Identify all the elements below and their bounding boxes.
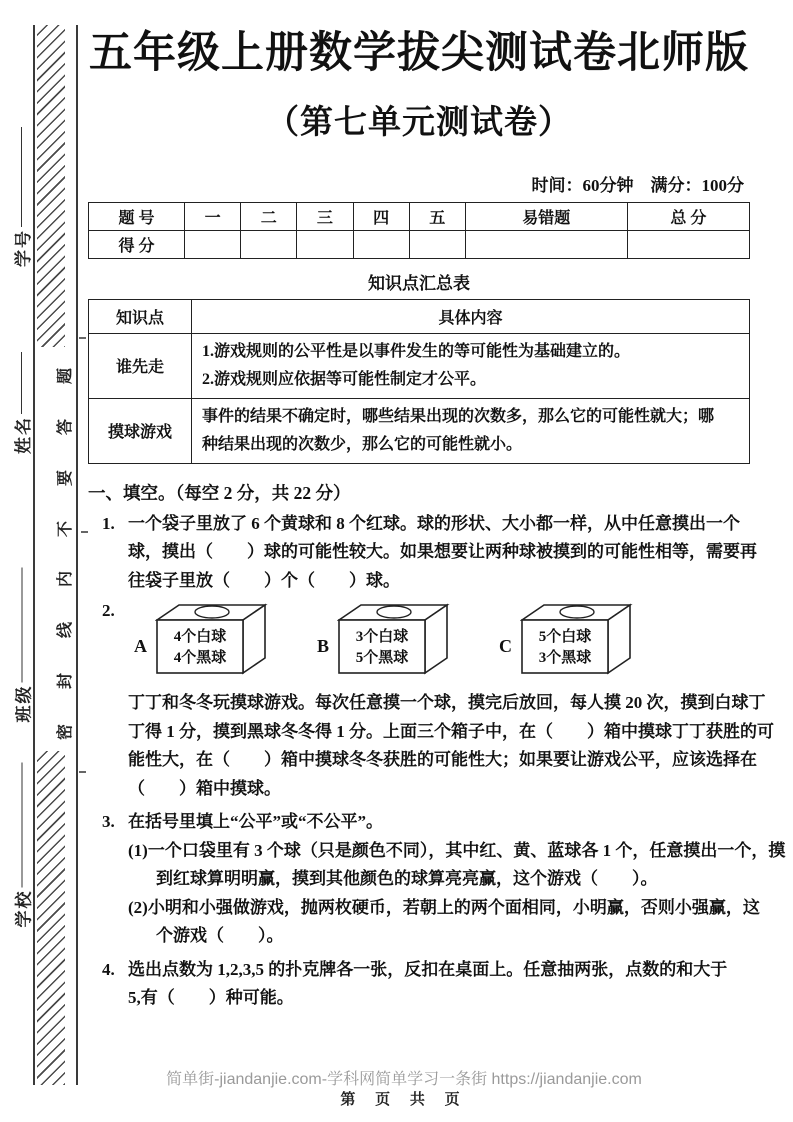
- question-2-text: [88, 689, 774, 803]
- ball-box-c: [499, 602, 638, 676]
- question-number: 2.: [102, 601, 115, 621]
- knowledge-col1-header: 知识点: [89, 299, 192, 333]
- knowledge-content-line: 事件的结果不确定时，哪些结果出现的次数多，那么它的可能性就大；哪: [202, 407, 715, 425]
- fold-mark: [79, 771, 86, 773]
- question-line: 能性大，在（ ）箱中摸球冬冬获胜的可能性大；如果要让游戏公平，应该选择在: [128, 750, 757, 770]
- ball-box-a: [134, 602, 273, 676]
- main-content: [88, 0, 786, 1013]
- knowledge-table: [88, 299, 750, 464]
- school-blank-line: [21, 763, 23, 888]
- question-line: (2)小明和小强做游戏，抛两枚硬币，若朝上的两个面相同，小明赢，否则小强赢，这: [128, 897, 760, 917]
- box-text-line: 3个黑球: [538, 650, 592, 667]
- score-empty-cell: [297, 230, 353, 258]
- seal-char: 不: [56, 520, 74, 537]
- score-empty-cell: [353, 230, 409, 258]
- knowledge-content-line: 1.游戏规则的公平性是以事件发生的等可能性为基础建立的。: [202, 342, 631, 360]
- seal-char: 线: [56, 622, 74, 639]
- box-text-line: 5个白球: [538, 629, 592, 646]
- knowledge-table-caption: 知识点汇总表: [368, 273, 470, 293]
- ball-box-drawing: [337, 602, 455, 676]
- time-and-score-info: 时间：60分钟 满分：100分: [531, 175, 744, 195]
- question-line: 5,有（ ）种可能。: [128, 988, 294, 1008]
- knowledge-term: 谁先走: [89, 333, 192, 398]
- question-line: （ ）箱中摸球。: [128, 778, 281, 798]
- question-line: 往袋子里放（ ）个（ ）球。: [128, 570, 400, 590]
- knowledge-row: [89, 398, 750, 463]
- knowledge-content: [192, 398, 750, 463]
- question-number: 1.: [102, 513, 115, 533]
- seal-hatch-top: [37, 25, 65, 347]
- question-line: 球，摸出（ ）球的可能性较大。如果想要让两种球被摸到的可能性相等，需要再: [128, 542, 757, 562]
- score-empty-cell: [627, 230, 749, 258]
- question-line: 个游戏（ ）。: [156, 926, 284, 946]
- question-line: 4. 选出点数为 1,2,3,5 的扑克牌各一张，反扣在桌面上。任意抽两张，点数的和大于: [128, 956, 750, 985]
- box-label: C: [499, 635, 513, 656]
- score-header-cell: 三: [297, 202, 353, 230]
- knowledge-content: [192, 333, 750, 398]
- knowledge-term: 摸球游戏: [89, 398, 192, 463]
- seal-char: 密: [56, 723, 74, 740]
- page-number: 第 页 共 页: [340, 1092, 468, 1108]
- ball-box-b: [317, 602, 455, 676]
- ball-box-drawing: [155, 602, 273, 676]
- box-label: A: [134, 635, 147, 656]
- box-hole: [195, 606, 229, 618]
- page-title: 五年级上册数学拔尖测试卷北师版: [89, 30, 749, 77]
- box-hole: [560, 606, 594, 618]
- question-line: 1. 一个袋子里放了 6 个黄球和 8 个红球。球的形状、大小都一样，从中任意摸出一个: [128, 510, 750, 539]
- score-table-score-row: [89, 230, 750, 258]
- seal-hatch-bottom: [37, 751, 65, 1085]
- student-name-label: 姓名: [8, 350, 34, 454]
- box-text-line: 3个白球: [355, 629, 409, 646]
- score-header-cell: 总 分: [627, 202, 749, 230]
- score-row-label: 得 分: [89, 230, 185, 258]
- score-table: [88, 202, 750, 259]
- score-empty-cell: [185, 230, 241, 258]
- box-text-line: 4个白球: [173, 629, 227, 646]
- class-label: 班级: [9, 568, 35, 723]
- seal-char: 答: [56, 418, 74, 435]
- ball-box-drawing: [520, 602, 638, 676]
- fold-mark: [81, 531, 88, 533]
- question-number: 3.: [102, 812, 115, 832]
- seal-char: 封: [56, 673, 74, 690]
- seal-text-do-not-answer: [55, 368, 77, 740]
- score-header-cell: 二: [241, 202, 297, 230]
- page-subtitle: （第七单元测试卷）: [266, 104, 572, 141]
- score-header-cell: 一: [185, 202, 241, 230]
- knowledge-row: [89, 333, 750, 398]
- question-4: [88, 956, 750, 1013]
- school-label: 学校: [9, 763, 35, 928]
- question-3: [88, 808, 786, 951]
- knowledge-header-row: [89, 299, 750, 333]
- score-table-header-row: [89, 202, 750, 230]
- question-line: 丁得 1 分，摸到黑球冬冬得 1 分。上面三个箱子中，在（ ）箱中摸球丁丁获胜的可: [128, 721, 774, 741]
- box-label: B: [317, 635, 330, 656]
- question-2-figure: [88, 601, 750, 677]
- score-empty-cell: [409, 230, 465, 258]
- score-header-cell: 五: [409, 202, 465, 230]
- fold-mark: [79, 337, 86, 339]
- knowledge-col2-header: 具体内容: [192, 299, 750, 333]
- question-line: 丁丁和冬冬玩摸球游戏。每次任意摸一个球，摸完后放回，每人摸 20 次，摸到白球丁: [128, 693, 766, 713]
- question-line: 3. 在括号里填上“公平”或“不公平”。: [128, 808, 750, 837]
- knowledge-content-line: 种结果出现的次数少，那么它的可能性就小。: [202, 435, 523, 453]
- seal-char: 内: [56, 571, 74, 588]
- score-empty-cell: [241, 230, 297, 258]
- box-hole: [377, 606, 411, 618]
- class-blank-line: [21, 568, 23, 683]
- score-header-cell: 题 号: [89, 202, 185, 230]
- student-name-blank-line: [20, 352, 22, 414]
- box-text-line: 4个黑球: [173, 650, 227, 667]
- question-1: [88, 510, 757, 596]
- score-header-cell: 易错题: [465, 202, 627, 230]
- knowledge-content-line: 2.游戏规则应依据等可能性制定才公平。: [202, 370, 487, 388]
- question-line: 到红球算明明赢，摸到其他颜色的球算亮亮赢，这个游戏（ ）。: [156, 869, 658, 889]
- student-id-label: 学号: [8, 127, 34, 267]
- score-header-cell: 四: [353, 202, 409, 230]
- student-id-blank-line: [20, 127, 22, 227]
- question-number: 4.: [102, 959, 115, 979]
- section-1-heading: 一、填空。（每空 2 分，共 22 分）: [88, 482, 351, 503]
- watermark-text: 简单街-jiandanjie.com-学科网简单学习一条街 https://jiandanjie.com: [166, 1071, 642, 1088]
- seal-char: 要: [56, 469, 74, 486]
- question-line: (1)一个口袋里有 3 个球（只是颜色不同），其中红、黄、蓝球各 1 个，任意摸出一个，摸: [128, 840, 786, 860]
- score-empty-cell: [465, 230, 627, 258]
- box-text-line: 5个黑球: [355, 650, 409, 667]
- seal-char: 题: [56, 367, 74, 385]
